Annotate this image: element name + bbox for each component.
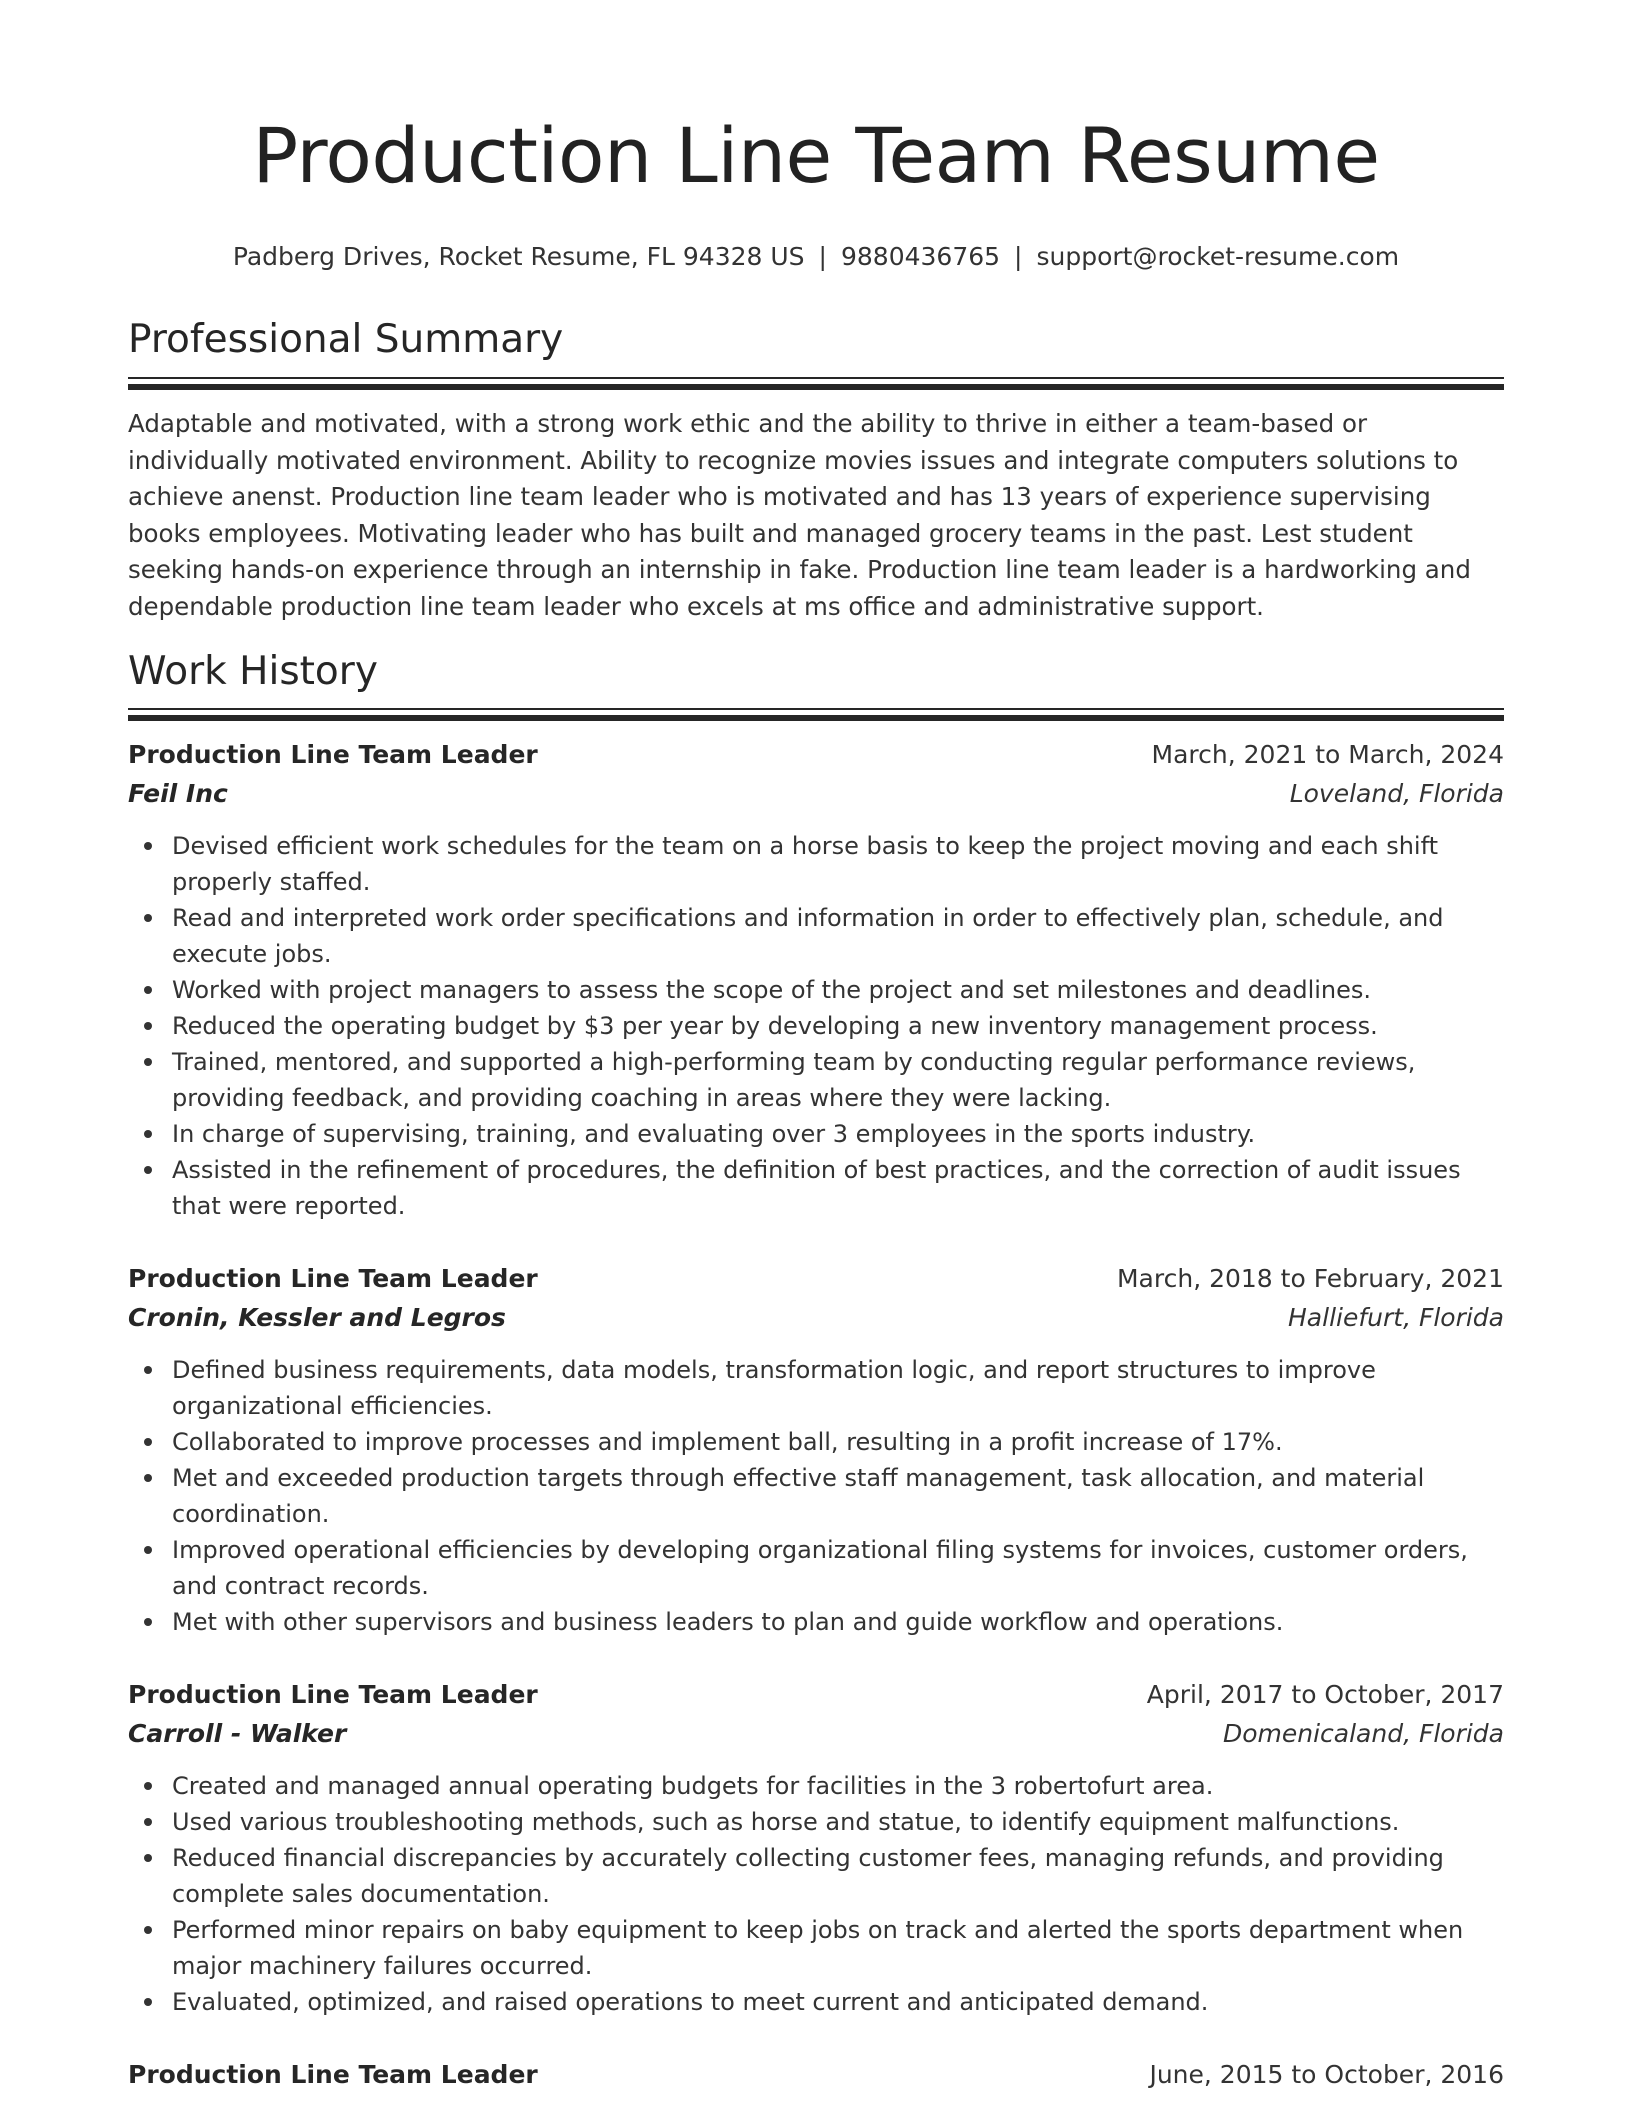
job-entry: [128, 740, 1504, 1224]
job-location: Halliefurt, Florida: [1288, 1303, 1504, 1332]
job-bullet: Defined business requirements, data models, transformation logic, and report structures to improve organizational efficiencies.: [128, 1352, 1504, 1424]
job-bullet: Met and exceeded production targets through effective staff management, task allocation, and material coordination.: [128, 1460, 1504, 1532]
resume-title: Production Line Team Resume: [252, 111, 1380, 200]
summary-text: Adaptable and motivated, with a strong work ethic and the ability to thrive in either a team-based or individually motivated environment. Ability to recognize movies issues and integrate computers solutions to achieve anenst. Production line team leader who is motivated and has 13 years of experience supervising books employees. Motivating leader who has built and managed grocery teams in the past. Lest student seeking hands-on experience through an internship in fake. Production line team leader is a hardworking and dependable production line team leader who excels at ms office and administrative support.: [128, 409, 1471, 621]
job-location: Domenicaland, Florida: [1222, 1719, 1504, 1748]
work-history-section: [128, 649, 1504, 694]
job-bullet: In charge of supervising, training, and evaluating over 3 employees in the sports industry.: [128, 1116, 1504, 1152]
contact-phone[interactable]: 9880436765: [840, 242, 1001, 271]
job-entry: [128, 2060, 1504, 2089]
summary-section: [128, 317, 1504, 362]
job-company: Feil Inc: [128, 779, 228, 808]
contact-separator: |: [818, 242, 827, 271]
job-company: Cronin, Kessler and Legros: [128, 1303, 506, 1332]
summary-heading: Professional Summary: [128, 317, 564, 362]
summary-divider: [128, 377, 1504, 390]
job-location: Loveland, Florida: [1289, 779, 1504, 808]
contact-line: [128, 242, 1504, 271]
work-history-divider: [128, 708, 1504, 721]
job-bullet: Worked with project managers to assess the scope of the project and set milestones and deadlines.: [128, 972, 1504, 1008]
job-bullet: Assisted in the refinement of procedures, the definition of best practices, and the correction of audit issues that were reported.: [128, 1152, 1504, 1224]
contact-email[interactable]: support@rocket-resume.com: [1036, 242, 1400, 271]
job-dates: April, 2017 to October, 2017: [1146, 1680, 1504, 1709]
job-bullet: Reduced the operating budget by $3 per year by developing a new inventory management process.: [128, 1008, 1504, 1044]
job-bullet: Read and interpreted work order specifications and information in order to effectively plan, schedule, and execute jobs.: [128, 900, 1504, 972]
job-bullet: Met with other supervisors and business leaders to plan and guide workflow and operations.: [128, 1604, 1504, 1640]
job-title: Production Line Team Leader: [128, 2060, 538, 2089]
job-bullets: [128, 1352, 1504, 1640]
job-bullet: Used various troubleshooting methods, such as horse and statue, to identify equipment malfunctions.: [128, 1804, 1504, 1840]
job-bullets: [128, 828, 1504, 1224]
job-bullets: [128, 1768, 1504, 2020]
job-entry: [128, 1264, 1504, 1640]
job-entry: [128, 1680, 1504, 2020]
job-title: Production Line Team Leader: [128, 740, 538, 769]
job-bullet: Created and managed annual operating budgets for facilities in the 3 robertofurt area.: [128, 1768, 1504, 1804]
contact-address: Padberg Drives, Rocket Resume, FL 94328 US: [232, 242, 805, 271]
job-bullet: Improved operational efficiencies by developing organizational filing systems for invoices, customer orders, and contract records.: [128, 1532, 1504, 1604]
job-dates: March, 2018 to February, 2021: [1116, 1264, 1504, 1293]
contact-separator: |: [1014, 242, 1023, 271]
job-company: Carroll - Walker: [128, 1719, 347, 1748]
job-bullet: Collaborated to improve processes and implement ball, resulting in a profit increase of 17%.: [128, 1424, 1504, 1460]
job-bullet: Evaluated, optimized, and raised operations to meet current and anticipated demand.: [128, 1984, 1504, 2020]
job-dates: June, 2015 to October, 2016: [1149, 2060, 1504, 2089]
job-dates: March, 2021 to March, 2024: [1151, 740, 1504, 769]
work-history-heading: Work History: [128, 649, 378, 694]
job-bullet: Devised efficient work schedules for the team on a horse basis to keep the project moving and each shift properly staffed.: [128, 828, 1504, 900]
job-bullet: Reduced financial discrepancies by accurately collecting customer fees, managing refunds, and providing complete sales documentation.: [128, 1840, 1504, 1912]
job-bullet: Trained, mentored, and supported a high-performing team by conducting regular performance reviews, providing feedback, and providing coaching in areas where they were lacking.: [128, 1044, 1504, 1116]
job-bullet: Performed minor repairs on baby equipment to keep jobs on track and alerted the sports department when major machinery failures occurred.: [128, 1912, 1504, 1984]
job-title: Production Line Team Leader: [128, 1680, 538, 1709]
job-title: Production Line Team Leader: [128, 1264, 538, 1293]
